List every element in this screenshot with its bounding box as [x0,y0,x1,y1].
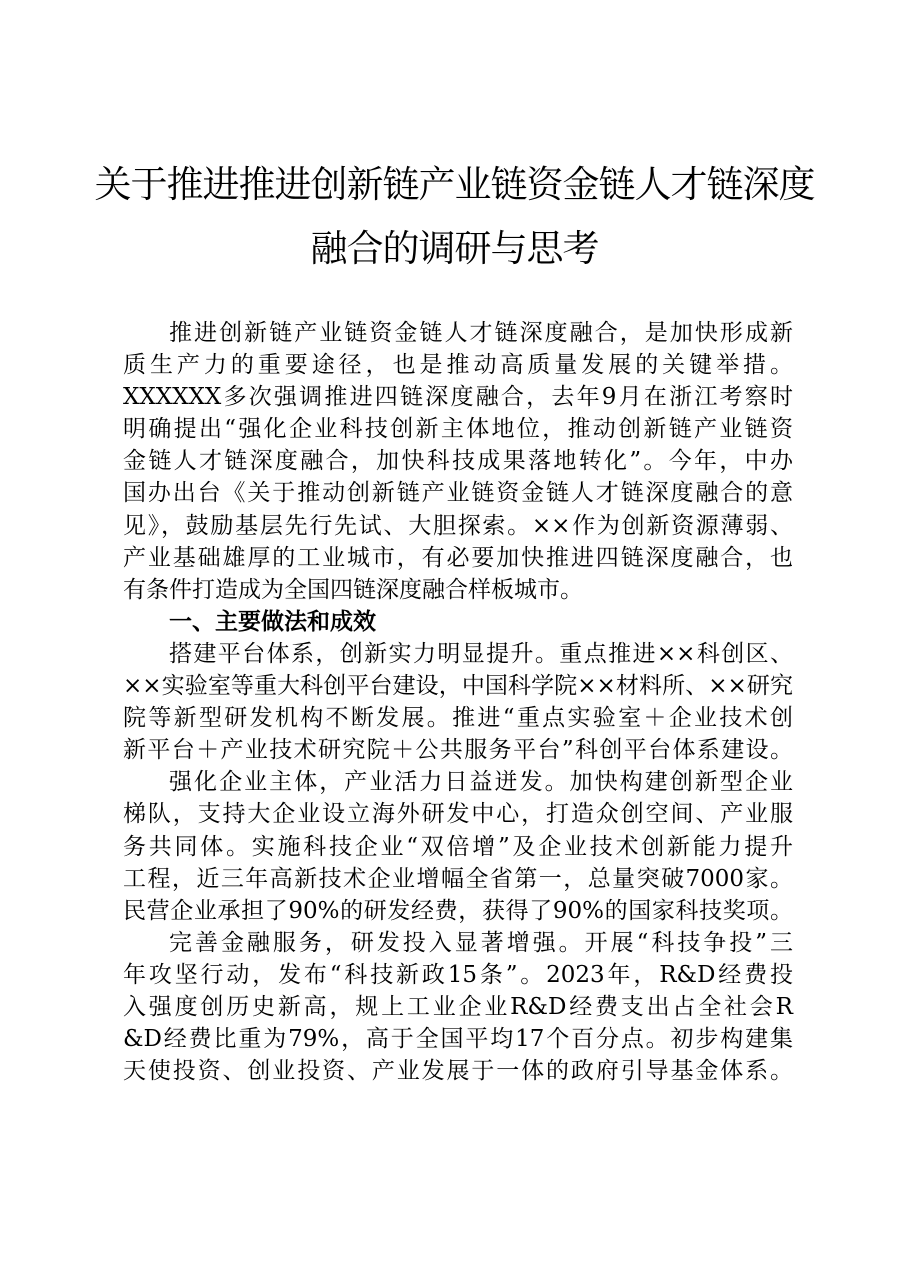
body-text-line: 入强度创历史新高，规上工业企业R&D经费支出占全社会R [123,993,793,1020]
body-text-line: 金链人才链深度融合，加快科技成果落地转化”。今年，中办 [123,448,793,475]
body-text-line: 民营企业承担了90%的研发经费，获得了90%的国家科技奖项。 [123,897,793,924]
document-title-line-1: 关于推进推进创新链产业链资金链人才链深度 [94,163,815,206]
document-body [123,317,793,1087]
body-text-line: 年攻坚行动，发布“科技新政15条”。2023年，R&D经费投 [123,961,793,988]
body-text-line: 强化企业主体，产业活力日益迸发。加快构建创新型企业 [169,769,793,796]
body-text-line: ××实验室等重大科创平台建设，中国科学院××材料所、××研究 [123,673,793,700]
body-text-line: 梯队，支持大企业设立海外研发中心，打造众创空间、产业服 [123,801,793,828]
body-text-line: 见》，鼓励基层先行先试、大胆探索。××作为创新资源薄弱、 [123,512,793,539]
body-text-line: 天使投资、创业投资、产业发展于一体的政府引导基金体系。 [123,1058,793,1085]
body-text-line: 推进创新链产业链资金链人才链深度融合，是加快形成新 [169,320,793,346]
body-text-line: 新平台＋产业技术研究院＋公共服务平台”科创平台体系建设。 [123,737,793,764]
body-text-line: 院等新型研发机构不断发展。推进“重点实验室＋企业技术创 [123,705,793,732]
section-heading: 一、主要做法和成效 [169,608,376,635]
body-text-line: 国办出台《关于推动创新链产业链资金链人才链深度融合的意 [123,480,793,507]
document-title-line-2: 融合的调研与思考 [310,227,599,270]
body-text-line: XXXXXX多次强调推进四链深度融合，去年9月在浙江考察时 [123,384,793,411]
body-text-line: 质生产力的重要途径，也是推动高质量发展的关键举措。 [123,352,793,379]
body-text-line: 完善金融服务，研发投入显著增强。开展“科技争投”三 [169,929,793,956]
body-text-line: 搭建平台体系，创新实力明显提升。重点推进××科创区、 [169,640,793,667]
body-text-line: &D经费比重为79%，高于全国平均17个百分点。初步构建集 [123,1026,793,1053]
body-text-line: 务共同体。实施科技企业“双倍增”及企业技术创新能力提升 [123,833,793,860]
body-text-line: 有条件打造成为全国四链深度融合样板城市。 [123,576,583,603]
body-text-line: 明确提出“强化企业科技创新主体地位，推动创新链产业链资 [123,416,793,443]
body-text-line: 产业基础雄厚的工业城市，有必要加快推进四链深度融合，也 [123,544,793,571]
body-text-line: 工程，近三年高新技术企业增幅全省第一，总量突破7000家。 [123,865,793,892]
